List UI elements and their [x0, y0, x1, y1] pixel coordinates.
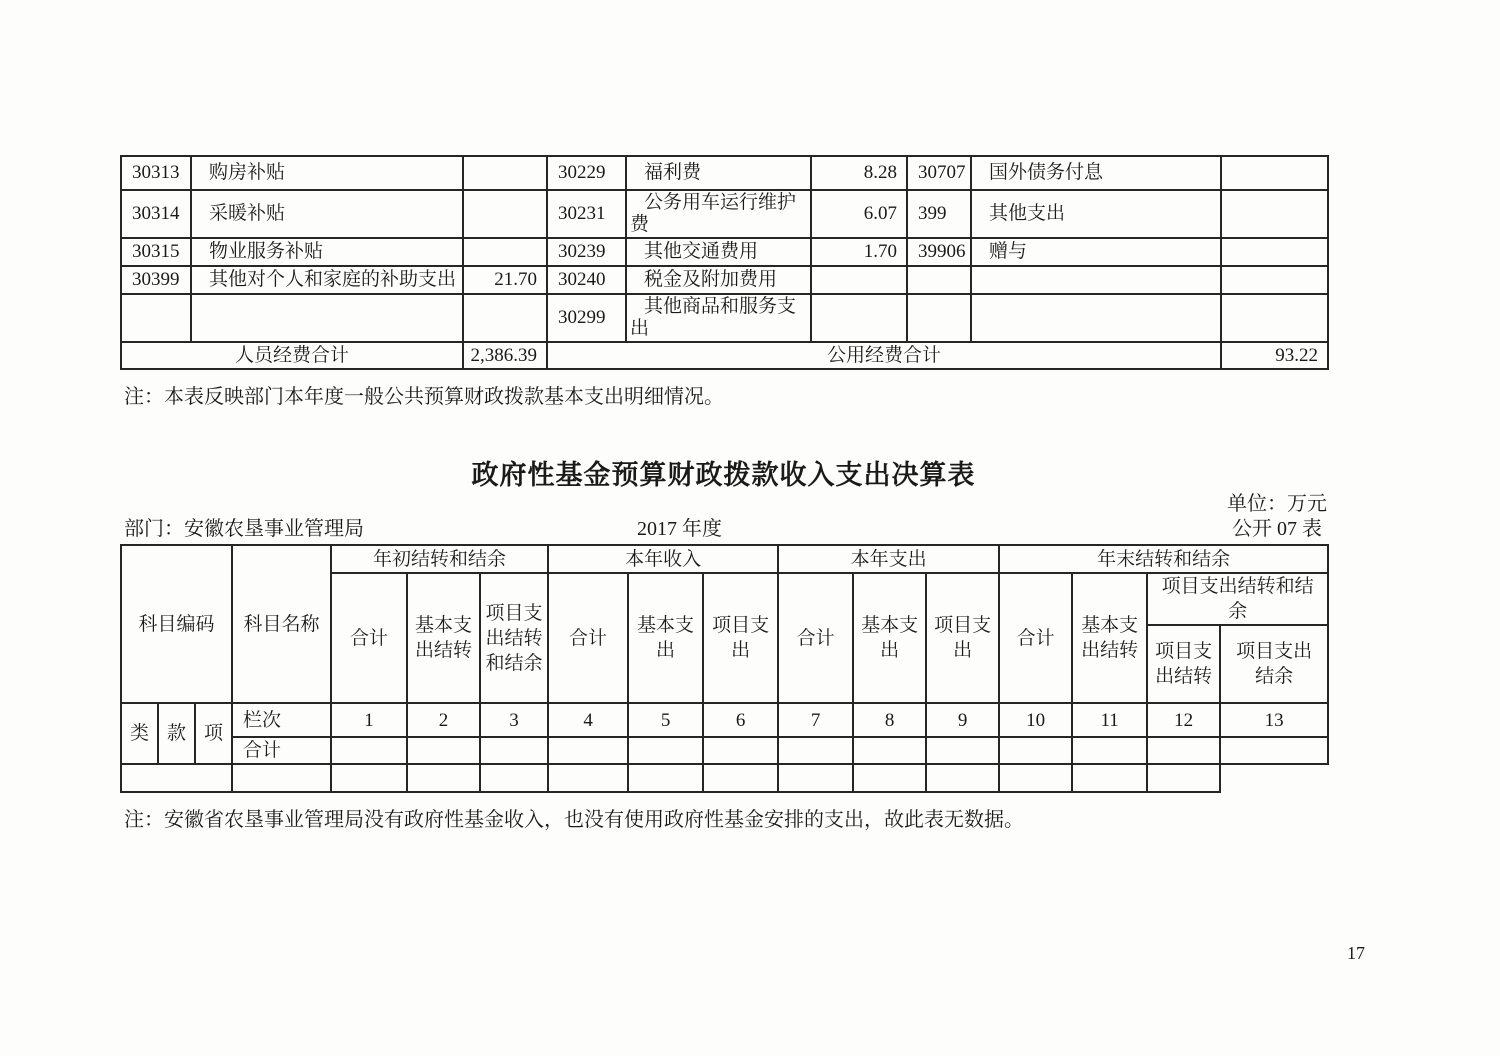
- name-cell: 其他对个人和家庭的补助支出: [191, 266, 463, 294]
- column-number-cell: 8: [853, 703, 926, 737]
- th-expense-project: 项目支出: [926, 573, 999, 703]
- th-subject-name: 科目名称: [232, 545, 331, 703]
- th-end-basic-carryover: 基本支出结转: [1072, 573, 1147, 703]
- value-cell: [811, 266, 907, 294]
- th-end-project-carryover-balance: 项目支出结转和结余: [1147, 573, 1328, 625]
- value-cell: [463, 156, 547, 190]
- name-cell: 其他商品和服务支出: [626, 294, 811, 342]
- empty-cell: [1072, 737, 1147, 764]
- empty-row: [121, 764, 1328, 792]
- value-cell: 1.70: [811, 238, 907, 266]
- public-total-value: 93.22: [1221, 342, 1328, 369]
- empty-cell: [232, 764, 331, 792]
- name-cell: 赠与: [971, 238, 1221, 266]
- th-group-year-expense: 本年支出: [778, 545, 999, 573]
- name-cell: [191, 294, 463, 342]
- table2-title: 政府性基金预算财政拨款收入支出决算表: [471, 460, 976, 490]
- page-number: 17: [1347, 943, 1365, 963]
- value-cell: [1221, 190, 1328, 238]
- th-group-begin-balance: 年初结转和结余: [331, 545, 548, 573]
- empty-cell: [480, 737, 548, 764]
- column-number-cell: 11: [1072, 703, 1147, 737]
- empty-cell: [999, 764, 1072, 792]
- empty-cell: [778, 764, 853, 792]
- gov-fund-table: [120, 544, 1329, 793]
- empty-cell: [548, 764, 628, 792]
- value-cell: [1221, 266, 1328, 294]
- table2-note: 注：安徽省农垦事业管理局没有政府性基金收入，也没有使用政府性基金安排的支出，故此表无数据。: [124, 809, 1024, 831]
- column-number-cell: 5: [628, 703, 703, 737]
- code-cell: 30239: [547, 238, 626, 266]
- personnel-total-value: 2,386.39: [463, 342, 547, 369]
- value-cell: [463, 294, 547, 342]
- code-cell: [121, 294, 191, 342]
- empty-cell: [778, 737, 853, 764]
- cell-item: 项: [195, 703, 232, 764]
- value-cell: [463, 238, 547, 266]
- empty-cell: [853, 764, 926, 792]
- empty-cell: [703, 764, 778, 792]
- code-cell: 30707: [907, 156, 971, 190]
- empty-cell: [548, 737, 628, 764]
- th-expense-total: 合计: [778, 573, 853, 703]
- table2-meta: [120, 492, 1327, 544]
- name-cell: 税金及附加费用: [626, 266, 811, 294]
- total-row-label: 合计: [232, 737, 331, 764]
- column-number-cell: 4: [548, 703, 628, 737]
- public-total-label: 公用经费合计: [547, 342, 1221, 369]
- empty-cell: [628, 764, 703, 792]
- empty-cell: [331, 764, 407, 792]
- code-cell: 30231: [547, 190, 626, 238]
- th-expense-basic: 基本支出: [853, 573, 926, 703]
- value-cell: [811, 294, 907, 342]
- table-row: [121, 294, 1328, 342]
- cell-section: 款: [158, 703, 195, 764]
- th-begin-total: 合计: [331, 573, 407, 703]
- code-cell: [907, 294, 971, 342]
- empty-cell: [1072, 764, 1147, 792]
- name-cell: 采暖补贴: [191, 190, 463, 238]
- column-number-cell: 3: [480, 703, 548, 737]
- empty-cell: [480, 764, 548, 792]
- code-cell: 39906: [907, 238, 971, 266]
- personnel-total-label: 人员经费合计: [121, 342, 463, 369]
- empty-cell: [926, 737, 999, 764]
- page-content: [120, 155, 1327, 832]
- column-number-cell: 12: [1147, 703, 1220, 737]
- column-number-row: [121, 703, 1328, 737]
- empty-cell: [703, 737, 778, 764]
- column-number-cell: 6: [703, 703, 778, 737]
- empty-cell: [1147, 764, 1220, 792]
- name-cell: [971, 266, 1221, 294]
- table-row: [121, 190, 1328, 238]
- form-code-label: 公开 07 表: [1232, 518, 1322, 540]
- empty-cell: [926, 764, 999, 792]
- code-cell: 30399: [121, 266, 191, 294]
- code-cell: 30229: [547, 156, 626, 190]
- value-cell: 21.70: [463, 266, 547, 294]
- column-number-cell: 9: [926, 703, 999, 737]
- empty-cell: [1147, 737, 1220, 764]
- th-income-total: 合计: [548, 573, 628, 703]
- empty-cell: [121, 764, 232, 792]
- value-cell: [463, 190, 547, 238]
- table-row: [121, 266, 1328, 294]
- empty-cell: [407, 737, 480, 764]
- empty-cell: [331, 737, 407, 764]
- meta-right-block: [1227, 492, 1327, 542]
- table1-note: 注：本表反映部门本年度一般公共预算财政拨款基本支出明细情况。: [124, 386, 724, 408]
- th-end-total: 合计: [999, 573, 1072, 703]
- empty-cell: [999, 737, 1072, 764]
- basic-expenditure-table: [120, 155, 1329, 370]
- code-cell: 30314: [121, 190, 191, 238]
- total-row: [121, 737, 1328, 764]
- name-cell: 物业服务补贴: [191, 238, 463, 266]
- value-cell: 8.28: [811, 156, 907, 190]
- empty-cell: [853, 737, 926, 764]
- column-number-cell: 10: [999, 703, 1072, 737]
- th-income-basic: 基本支出: [628, 573, 703, 703]
- name-cell: 购房补贴: [191, 156, 463, 190]
- column-number-cell: 2: [407, 703, 480, 737]
- code-cell: 30299: [547, 294, 626, 342]
- th-end-project-balance: 项目支出结余: [1220, 625, 1328, 703]
- name-cell: 其他支出: [971, 190, 1221, 238]
- unit-label: 单位：万元: [1227, 493, 1327, 515]
- table-row: [121, 238, 1328, 266]
- name-cell: [971, 294, 1221, 342]
- column-number-cell: 13: [1220, 703, 1328, 737]
- code-cell: 30315: [121, 238, 191, 266]
- th-group-year-income: 本年收入: [548, 545, 778, 573]
- code-cell: 30240: [547, 266, 626, 294]
- cell-column-label: 栏次: [232, 703, 331, 737]
- th-end-project-carryover: 项目支出结转: [1147, 625, 1220, 703]
- column-number-cell: 1: [331, 703, 407, 737]
- column-number-cell: 7: [778, 703, 853, 737]
- th-begin-project-carryover-balance: 项目支出结转和结余: [480, 573, 548, 703]
- name-cell: 福利费: [626, 156, 811, 190]
- value-cell: [1221, 294, 1328, 342]
- th-income-project: 项目支出: [703, 573, 778, 703]
- name-cell: 公务用车运行维护费: [626, 190, 811, 238]
- header-row-groups: [121, 545, 1328, 573]
- name-cell: 国外债务付息: [971, 156, 1221, 190]
- code-cell: [907, 266, 971, 294]
- th-group-end-balance: 年末结转和结余: [999, 545, 1328, 573]
- department-label: 部门：安徽农垦事业管理局: [124, 518, 364, 540]
- th-subject-code: 科目编码: [121, 545, 232, 703]
- empty-cell: [628, 737, 703, 764]
- year-label: 2017 年度: [637, 518, 722, 540]
- empty-cell: [407, 764, 480, 792]
- th-begin-basic-carryover: 基本支出结转: [407, 573, 480, 703]
- value-cell: [1221, 156, 1328, 190]
- totals-row: [121, 342, 1328, 369]
- empty-cell: [1220, 737, 1328, 764]
- value-cell: [1221, 238, 1328, 266]
- cell-class: 类: [121, 703, 158, 764]
- code-cell: 30313: [121, 156, 191, 190]
- code-cell: 399: [907, 190, 971, 238]
- table-row: [121, 156, 1328, 190]
- name-cell: 其他交通费用: [626, 238, 811, 266]
- value-cell: 6.07: [811, 190, 907, 238]
